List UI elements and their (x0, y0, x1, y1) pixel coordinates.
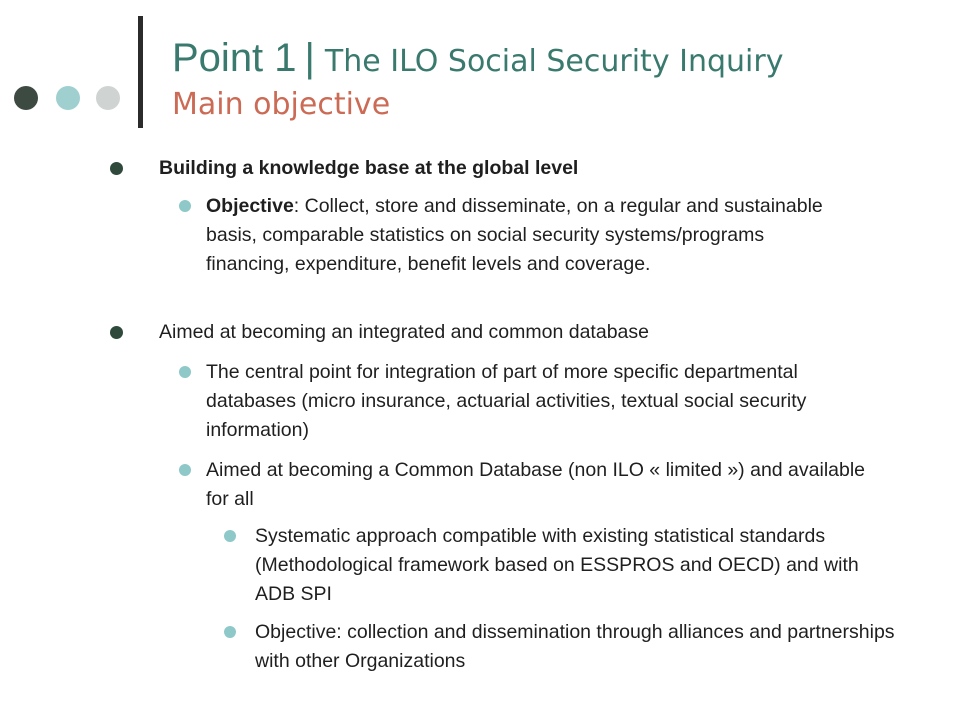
bullet-level2-icon (179, 464, 191, 476)
dot-teal-icon (56, 86, 80, 110)
title-separator: | (304, 36, 315, 80)
bullet-level2-icon (179, 366, 191, 378)
bullet-level3-icon (224, 530, 236, 542)
bullet-knowledge-base: Building a knowledge base at the global level (159, 157, 579, 179)
bullet-level1-icon (110, 162, 123, 175)
decorative-dots (0, 0, 140, 130)
bullet-common-database: Aimed at becoming a Common Database (non ILO « limited ») and available for all (206, 459, 866, 510)
bullet-level1-icon (110, 326, 123, 339)
objective-label: Objective (206, 195, 294, 217)
bullet-objective (206, 192, 846, 279)
slide-title (172, 34, 942, 122)
title-prefix: Point 1 (172, 36, 297, 80)
dot-dark-icon (14, 86, 38, 110)
title-line (172, 34, 942, 86)
title-divider-bar (138, 16, 143, 128)
bullet-level3-icon (224, 626, 236, 638)
bullet-collection-dissemination: Objective: collection and dissemination through alliances and partnerships with other Organizations (255, 621, 895, 672)
objective-text: : Collect, store and disseminate, on a regular and sustainable basis, comparable statistics on social security systems/programs financing, expenditure, benefit levels and coverage. (206, 195, 823, 275)
bullet-central-point: The central point for integration of part of more specific departmental databases (micro insurance, actuarial activities, textual social security information) (206, 361, 807, 441)
bullet-integrated-database: Aimed at becoming an integrated and common database (159, 321, 649, 343)
bullet-systematic-approach: Systematic approach compatible with existing statistical standards (Methodological framework based on ESSPROS and OECD) and with ADB SPI (255, 525, 859, 605)
dot-light-icon (96, 86, 120, 110)
bullet-level2-icon (179, 200, 191, 212)
title-rest: The ILO Social Security Inquiry (324, 44, 784, 79)
slide-subtitle: Main objective (172, 87, 391, 122)
